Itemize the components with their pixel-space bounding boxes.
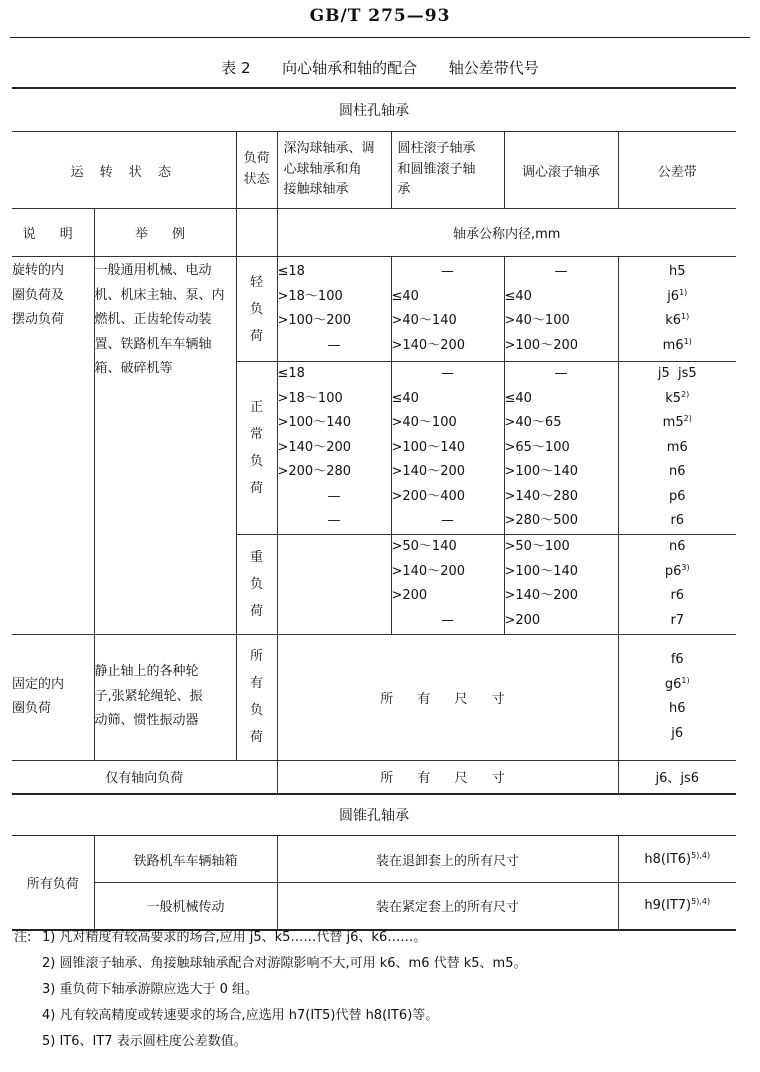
col-spherical-roller: 调心滚子轴承 xyxy=(504,132,618,209)
tolerance-table xyxy=(12,87,736,931)
note-3: 3) 重负荷下轴承游隙应选大于 0 组。 xyxy=(42,982,259,997)
table-title-sub: 轴公差带代号 xyxy=(448,59,539,77)
table-number: 表 2 xyxy=(221,59,251,77)
axial-tolerance: j6、js6 xyxy=(618,760,736,794)
col-description: 说 明 xyxy=(12,209,94,257)
note-1: 注: 1) 凡对精度有较高要求的场合,应用 j5、k5……代替 j6、k6……。 xyxy=(14,930,427,945)
note-2: 2) 圆锥滚子轴承、角接触球轴承配合对游隙影响不大,可用 k6、m6 代替 k5、m5。 xyxy=(42,956,527,971)
table-title xyxy=(0,57,760,78)
header-rule xyxy=(10,37,750,38)
normal-tolerances: j5 js5 k5$^{2)}$ m5$^{2)}$ m6 n6 p6 r6 xyxy=(618,362,736,535)
col-operating-state: 运 转 状 态 xyxy=(12,132,236,209)
col-load-state: 负荷 状态 xyxy=(236,132,277,209)
fixed-all-sizes: 所 有 尺 寸 xyxy=(277,634,618,760)
normal-roller-sizes: — ≤40 >40～100 >100～140 >140～200 >200～400 — xyxy=(391,362,504,535)
normal-spherical-sizes: — ≤40 >40～65 >65～100 >100～140 >140～280 >280～500 xyxy=(504,362,618,535)
col-ball-bearing: 深沟球轴承、调 心球轴承和角 接触球轴承 xyxy=(277,132,391,209)
table-title-text: 向心轴承和轴的配合 xyxy=(282,59,418,77)
section-cylindrical-bore: 圆柱孔轴承 xyxy=(12,88,736,132)
heavy-load-label: 重 负 荷 xyxy=(236,534,277,634)
heavy-roller-sizes: >50～140 >140～200 >200 — xyxy=(391,534,504,634)
standard-code: GB/T 275—93 xyxy=(309,6,451,26)
light-tolerances: h5 j6$^{1)}$ k6$^{1)}$ m6$^{1)}$ xyxy=(618,257,736,362)
col-roller-bearing: 圆柱滚子轴承 和圆锥滚子轴 承 xyxy=(391,132,504,209)
light-load-label: 轻 负 荷 xyxy=(236,257,277,362)
section-tapered-bore: 圆锥孔轴承 xyxy=(12,794,736,836)
withdrawal-sleeve-sizes: 装在退卸套上的所有尺寸 xyxy=(277,836,618,883)
rotating-load-example: 一般通用机械、电动 机、机床主轴、泵、内 燃机、正齿轮传动装 置、铁路机车车辆轴 箱、破碎机等 xyxy=(94,257,236,635)
normal-ball-sizes: ≤18 >18～100 >100～140 >140～200 >200～280 — — xyxy=(277,362,391,535)
col-example: 举 例 xyxy=(94,209,236,257)
empty-cell xyxy=(236,209,277,257)
light-spherical-sizes: — ≤40 >40～100 >100～200 xyxy=(504,257,618,362)
col-nominal-diameter: 轴承公称内径,mm xyxy=(277,209,736,257)
light-roller-sizes: — ≤40 >40～140 >140～200 xyxy=(391,257,504,362)
general-transmission: 一般机械传动 xyxy=(94,883,277,930)
tapered-all-loads: 所有负荷 xyxy=(12,836,94,930)
railway-tolerance: $h8(IT6)^{5),4)}$ xyxy=(618,836,736,883)
light-ball-sizes: ≤18 >18～100 >100～200 — xyxy=(277,257,391,362)
heavy-ball-sizes xyxy=(277,534,391,634)
heavy-spherical-sizes: >50～100 >100～140 >140～200 >200 xyxy=(504,534,618,634)
general-tolerance: $h9(IT7)^{5),4)}$ xyxy=(618,883,736,930)
note-4: 4) 凡有较高精度或转速要求的场合,应选用 h7(IT5)代替 h8(IT6)等。 xyxy=(42,1008,439,1023)
note-5: 5) IT6、IT7 表示圆柱度公差数值。 xyxy=(42,1034,247,1049)
heavy-tolerances: n6 p6$^{3)}$ r6 r7 xyxy=(618,534,736,634)
axial-all-sizes: 所 有 尺 寸 xyxy=(277,760,618,794)
col-tolerance-zone: 公差带 xyxy=(618,132,736,209)
adapter-sleeve-sizes: 装在紧定套上的所有尺寸 xyxy=(277,883,618,930)
all-loads-label: 所 有 负 荷 xyxy=(236,634,277,760)
notes xyxy=(14,925,526,1055)
rotating-load-desc: 旋转的内 圈负荷及 摆动负荷 xyxy=(12,257,94,635)
fixed-load-desc: 固定的内 圈负荷 xyxy=(12,634,94,760)
railway-axlebox: 铁路机车车辆轴箱 xyxy=(94,836,277,883)
axial-load-label: 仅有轴向负荷 xyxy=(12,760,277,794)
fixed-tolerances: f6 g6$^{1)}$ h6 j6 xyxy=(618,634,736,760)
fixed-load-example: 静止轴上的各种轮 子,张紧轮绳轮、振 动筛、惯性振动器 xyxy=(94,634,236,760)
normal-load-label: 正 常 负 荷 xyxy=(236,362,277,535)
